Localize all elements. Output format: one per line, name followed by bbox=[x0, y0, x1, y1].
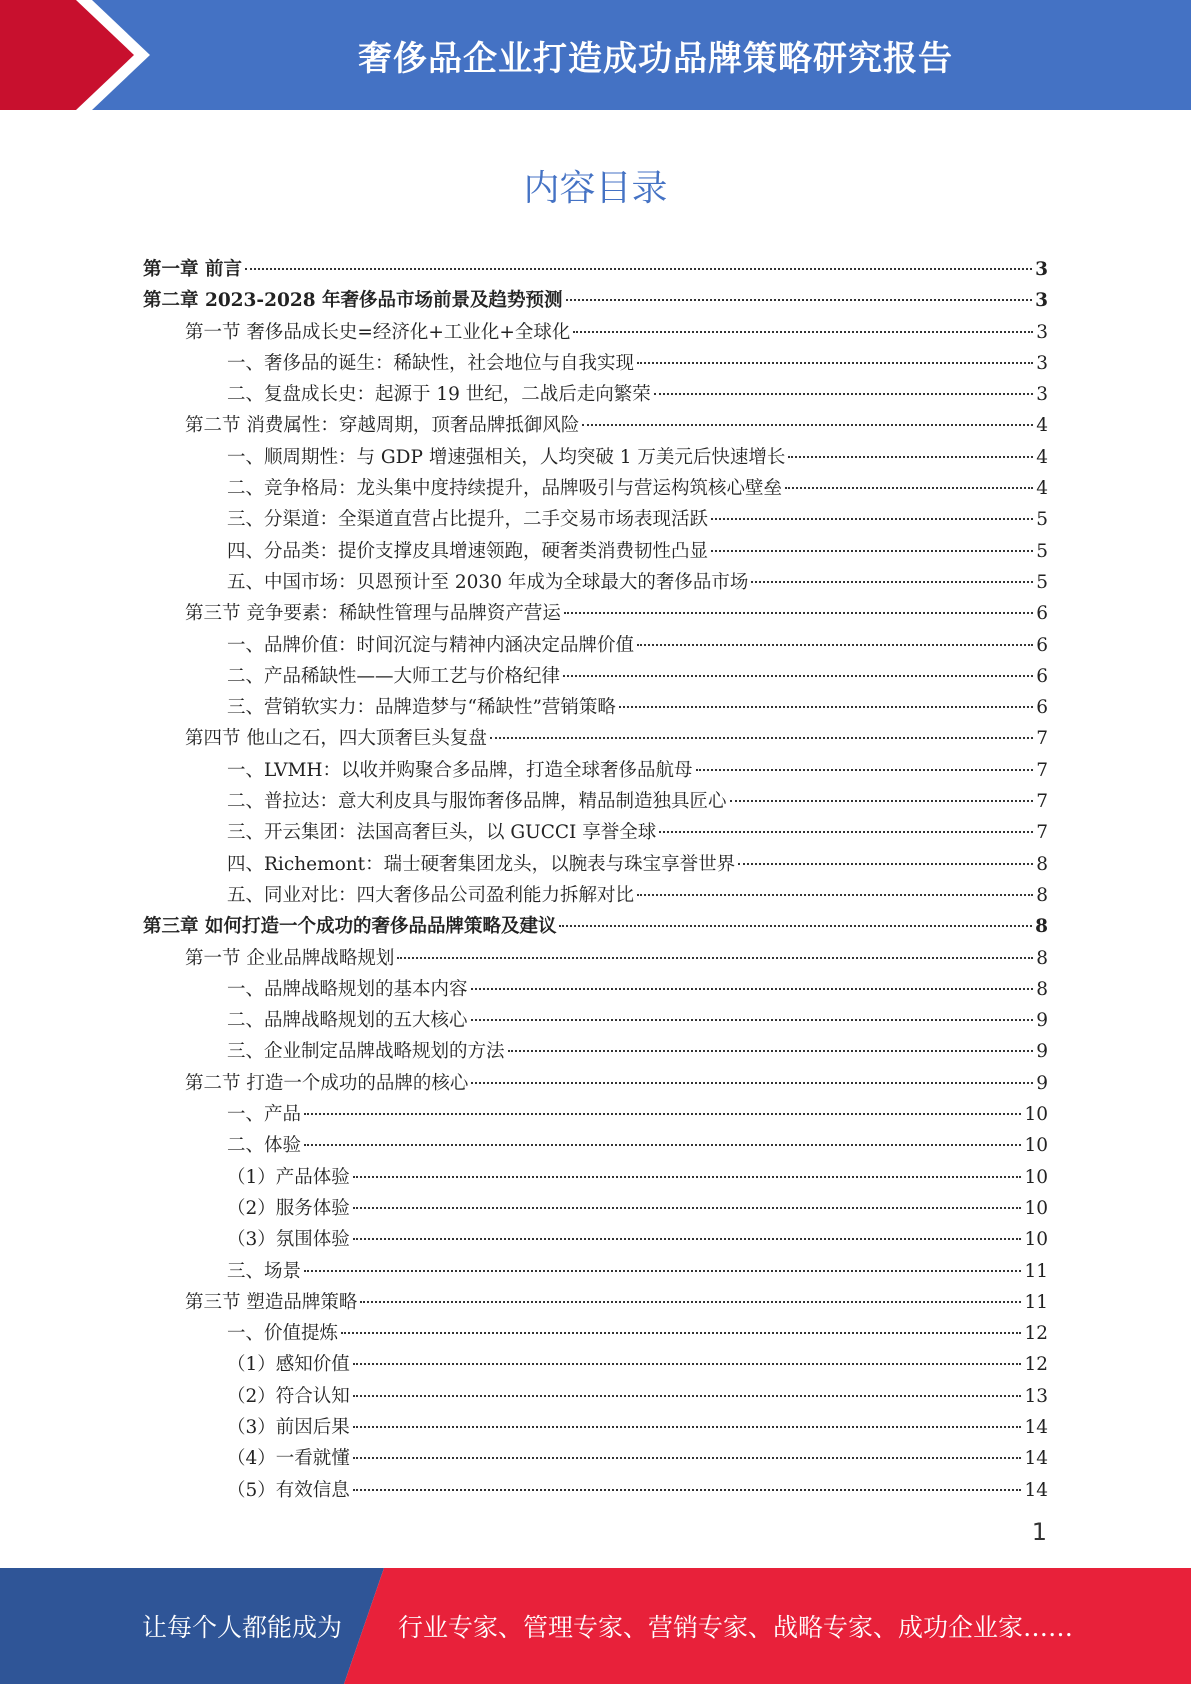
toc-dot-leader bbox=[353, 1395, 1022, 1397]
toc-entry[interactable] bbox=[143, 1381, 1048, 1412]
toc-entry[interactable] bbox=[143, 661, 1048, 692]
toc-entry-title: 四、Richemont：瑞士硬奢集团龙头，以腕表与珠宝享誉世界 bbox=[227, 853, 736, 875]
toc-dot-leader bbox=[471, 988, 1034, 990]
footer-slogan-right: 行业专家、管理专家、营销专家、战略专家、成功企业家…… bbox=[398, 1613, 1074, 1642]
toc-entry-title: 三、分渠道：全渠道直营占比提升，二手交易市场表现活跃 bbox=[227, 509, 709, 531]
toc-entry-title: 二、体验 bbox=[227, 1135, 302, 1157]
toc-dot-leader bbox=[304, 1144, 1021, 1146]
toc-entry-title: （1）产品体验 bbox=[227, 1166, 350, 1188]
toc-entry[interactable] bbox=[143, 1443, 1048, 1474]
toc-entry-title: 第三节 塑造品牌策略 bbox=[185, 1291, 358, 1313]
toc-entry-title: 二、竞争格局：龙头集中度持续提升，品牌吸引与营运构筑核心壁垒 bbox=[227, 478, 783, 500]
toc-entry-page: 7 bbox=[1036, 822, 1048, 844]
toc-title: 内容目录 bbox=[523, 168, 668, 209]
toc-entry-page: 12 bbox=[1024, 1323, 1048, 1345]
toc-entry[interactable] bbox=[143, 755, 1048, 786]
toc-entry[interactable] bbox=[143, 1036, 1048, 1067]
toc-entry[interactable] bbox=[143, 442, 1048, 473]
toc-entry-title: 二、产品稀缺性——大师工艺与价格纪律 bbox=[227, 665, 561, 687]
toc-entry[interactable] bbox=[143, 817, 1048, 848]
toc-entry[interactable] bbox=[143, 348, 1048, 379]
toc-entry-title: 一、LVMH：以收并购聚合多品牌，打造全球奢侈品航母 bbox=[227, 759, 693, 781]
toc-entry-page: 3 bbox=[1036, 352, 1048, 374]
toc-entry-title: （3）氛围体验 bbox=[227, 1229, 350, 1251]
toc-entry-page: 10 bbox=[1024, 1229, 1048, 1251]
toc-entry[interactable] bbox=[143, 1224, 1048, 1255]
toc-dot-leader bbox=[659, 831, 1033, 833]
toc-entry-page: 7 bbox=[1036, 728, 1048, 750]
toc-dot-leader bbox=[711, 550, 1033, 552]
toc-entry-title: （2）符合认知 bbox=[227, 1385, 350, 1407]
toc-dot-leader bbox=[563, 675, 1033, 677]
toc-entry-title: 第三节 竞争要素：稀缺性管理与品牌资产营运 bbox=[185, 603, 561, 625]
toc-entry[interactable] bbox=[143, 1256, 1048, 1287]
toc-dot-leader bbox=[566, 299, 1033, 301]
toc-entry-page: 5 bbox=[1036, 509, 1048, 531]
toc-entry-title: 五、同业对比：四大奢侈品公司盈利能力拆解对比 bbox=[227, 884, 635, 906]
page-footer bbox=[0, 1568, 1191, 1684]
toc-dot-leader bbox=[304, 1113, 1021, 1115]
toc-dot-leader bbox=[353, 1238, 1022, 1240]
toc-entry[interactable] bbox=[143, 1162, 1048, 1193]
footer-slogan-left: 让每个人都能成为 bbox=[142, 1613, 343, 1642]
toc-entry-title: 第四节 他山之石，四大顶奢巨头复盘 bbox=[185, 728, 487, 750]
toc-dot-leader bbox=[353, 1457, 1022, 1459]
toc-entry-title: 二、复盘成长史：起源于 19 世纪，二战后走向繁荣 bbox=[227, 384, 651, 406]
toc-entry-page: 6 bbox=[1036, 634, 1048, 656]
toc-entry-title: （2）服务体验 bbox=[227, 1197, 350, 1219]
toc-entry[interactable] bbox=[143, 1099, 1048, 1130]
report-title: 奢侈品企业打造成功品牌策略研究报告 bbox=[358, 38, 953, 79]
toc-entry-page: 4 bbox=[1036, 415, 1048, 437]
toc-entry[interactable] bbox=[143, 598, 1048, 629]
toc-entry-page: 5 bbox=[1036, 540, 1048, 562]
toc-dot-leader bbox=[353, 1489, 1022, 1491]
toc-entry[interactable] bbox=[143, 974, 1048, 1005]
toc-dot-leader bbox=[751, 581, 1033, 583]
toc-entry[interactable] bbox=[143, 849, 1048, 880]
toc-entry-page: 4 bbox=[1036, 478, 1048, 500]
toc-entry[interactable] bbox=[143, 1287, 1048, 1318]
toc-dot-leader bbox=[654, 393, 1033, 395]
toc-entry-page: 9 bbox=[1036, 1072, 1048, 1094]
toc-entry[interactable] bbox=[143, 1193, 1048, 1224]
toc-entry[interactable] bbox=[143, 1349, 1048, 1380]
toc-entry[interactable] bbox=[143, 473, 1048, 504]
toc-dot-leader bbox=[582, 424, 1033, 426]
toc-entry-title: 二、普拉达：意大利皮具与服饰奢侈品牌，精品制造独具匠心 bbox=[227, 791, 727, 813]
toc-entry-page: 11 bbox=[1024, 1291, 1048, 1313]
toc-entry-title: 第二节 消费属性：穿越周期，顶奢品牌抵御风险 bbox=[185, 415, 580, 437]
toc-entry-title: 第二章 2023-2028 年奢侈品市场前景及趋势预测 bbox=[143, 290, 563, 312]
toc-entry-title: 第一节 奢侈品成长史=经济化+工业化+全球化 bbox=[185, 321, 571, 343]
toc-entry-page: 8 bbox=[1035, 916, 1048, 938]
toc-entry[interactable] bbox=[143, 1318, 1048, 1349]
toc-entry[interactable] bbox=[143, 943, 1048, 974]
toc-dot-leader bbox=[637, 362, 1033, 364]
toc-dot-leader bbox=[738, 863, 1033, 865]
toc-entry-page: 8 bbox=[1036, 853, 1048, 875]
toc-entry[interactable] bbox=[143, 880, 1048, 911]
toc-entry-title: 第一节 企业品牌战略规划 bbox=[185, 947, 395, 969]
toc-entry-title: 一、产品 bbox=[227, 1104, 302, 1126]
toc-dot-leader bbox=[471, 1019, 1034, 1021]
toc-dot-leader bbox=[559, 925, 1032, 927]
toc-entry-title: 第一章 前言 bbox=[143, 259, 242, 280]
toc-entry[interactable] bbox=[143, 630, 1048, 661]
toc-dot-leader bbox=[573, 331, 1033, 333]
toc-entry-page: 6 bbox=[1036, 603, 1048, 625]
toc-entry[interactable] bbox=[143, 317, 1048, 348]
toc-entry-page: 3 bbox=[1035, 259, 1048, 280]
toc-entry[interactable] bbox=[143, 379, 1048, 410]
toc-entry-title: 三、企业制定品牌战略规划的方法 bbox=[227, 1041, 505, 1063]
toc-entry-page: 10 bbox=[1024, 1135, 1048, 1157]
toc-entry-title: 三、场景 bbox=[227, 1260, 302, 1282]
toc-entry[interactable] bbox=[143, 285, 1048, 316]
toc-entry-title: 三、开云集团：法国高奢巨头，以 GUCCI 享誉全球 bbox=[227, 822, 657, 844]
toc-entry-title: 四、分品类：提价支撑皮具增速领跑，硬奢类消费韧性凸显 bbox=[227, 540, 709, 562]
toc-entry-page: 3 bbox=[1036, 384, 1048, 406]
toc-dot-leader bbox=[508, 1050, 1034, 1052]
toc-dot-leader bbox=[711, 518, 1033, 520]
toc-entry-page: 7 bbox=[1036, 759, 1048, 781]
toc-dot-leader bbox=[730, 800, 1034, 802]
toc-entry[interactable] bbox=[143, 504, 1048, 535]
toc-entry-page: 13 bbox=[1024, 1385, 1048, 1407]
toc-entry-page: 9 bbox=[1036, 1041, 1048, 1063]
toc-dot-leader bbox=[353, 1176, 1022, 1178]
toc-entry-page: 3 bbox=[1035, 290, 1048, 312]
toc-entry-title: 一、价值提炼 bbox=[227, 1323, 339, 1345]
toc-dot-leader bbox=[353, 1207, 1022, 1209]
toc-entry-title: 二、品牌战略规划的五大核心 bbox=[227, 1010, 468, 1032]
toc-entry-page: 12 bbox=[1024, 1354, 1048, 1376]
toc-dot-leader bbox=[785, 487, 1033, 489]
toc-entry-page: 8 bbox=[1036, 884, 1048, 906]
toc-entry-title: 一、顺周期性：与 GDP 增速强相关，人均突破 1 万美元后快速增长 bbox=[227, 446, 786, 468]
page-number: 1 bbox=[1031, 1518, 1047, 1546]
toc-dot-leader bbox=[637, 894, 1033, 896]
toc-entry-page: 9 bbox=[1036, 1010, 1048, 1032]
toc-dot-leader bbox=[341, 1332, 1021, 1334]
toc-entry-page: 6 bbox=[1036, 697, 1048, 719]
toc-entry-page: 10 bbox=[1024, 1104, 1048, 1126]
toc-entry[interactable] bbox=[143, 911, 1048, 942]
toc-entry-page: 4 bbox=[1036, 446, 1048, 468]
toc-entry[interactable] bbox=[143, 536, 1048, 567]
toc-entry[interactable] bbox=[143, 254, 1048, 285]
toc-entry-page: 10 bbox=[1024, 1166, 1048, 1188]
toc-entry-title: （4）一看就懂 bbox=[227, 1448, 350, 1470]
toc-entry-title: （3）前因后果 bbox=[227, 1416, 350, 1438]
toc-dot-leader bbox=[637, 644, 1033, 646]
toc-entry-title: 第二节 打造一个成功的品牌的核心 bbox=[185, 1072, 469, 1094]
toc-entry-page: 14 bbox=[1024, 1416, 1048, 1438]
toc-entry[interactable] bbox=[143, 1475, 1048, 1506]
toc-entry-title: 一、品牌价值：时间沉淀与精神内涵决定品牌价值 bbox=[227, 634, 635, 656]
toc-entry-page: 10 bbox=[1024, 1197, 1048, 1219]
toc-dot-leader bbox=[360, 1301, 1021, 1303]
toc-dot-leader bbox=[564, 612, 1033, 614]
toc-entry-page: 6 bbox=[1036, 665, 1048, 687]
toc-dot-leader bbox=[619, 706, 1033, 708]
toc-entry-title: 一、品牌战略规划的基本内容 bbox=[227, 978, 468, 1000]
toc-entry[interactable] bbox=[143, 1005, 1048, 1036]
toc-dot-leader bbox=[304, 1270, 1021, 1272]
toc-entry[interactable] bbox=[143, 786, 1048, 817]
toc-entry-title: （5）有效信息 bbox=[227, 1479, 350, 1501]
toc-entry-page: 3 bbox=[1036, 321, 1048, 343]
toc-dot-leader bbox=[353, 1363, 1022, 1365]
toc-dot-leader bbox=[353, 1426, 1022, 1428]
toc-entry[interactable] bbox=[143, 1412, 1048, 1443]
toc-entry-page: 5 bbox=[1036, 571, 1048, 593]
toc-entry-page: 14 bbox=[1024, 1448, 1048, 1470]
toc-entry[interactable] bbox=[143, 692, 1048, 723]
toc-entry[interactable] bbox=[143, 567, 1048, 598]
toc-entry-page: 7 bbox=[1036, 791, 1048, 813]
table-of-contents bbox=[143, 254, 1048, 1506]
toc-entry-title: 第三章 如何打造一个成功的奢侈品品牌策略及建议 bbox=[143, 916, 557, 938]
toc-dot-leader bbox=[490, 737, 1033, 739]
toc-entry[interactable] bbox=[143, 1130, 1048, 1161]
toc-entry-title: 三、营销软实力：品牌造梦与“稀缺性”营销策略 bbox=[227, 697, 616, 719]
toc-dot-leader bbox=[245, 268, 1032, 270]
toc-dot-leader bbox=[788, 456, 1033, 458]
toc-entry[interactable] bbox=[143, 1068, 1048, 1099]
toc-entry[interactable] bbox=[143, 410, 1048, 441]
toc-entry-page: 11 bbox=[1024, 1260, 1048, 1282]
toc-entry-page: 14 bbox=[1024, 1479, 1048, 1501]
toc-entry-page: 8 bbox=[1036, 978, 1048, 1000]
toc-dot-leader bbox=[397, 957, 1033, 959]
toc-entry-title: （1）感知价值 bbox=[227, 1354, 350, 1376]
page-header bbox=[0, 0, 1191, 110]
toc-dot-leader bbox=[471, 1082, 1033, 1084]
toc-entry-title: 五、中国市场：贝恩预计至 2030 年成为全球最大的奢侈品市场 bbox=[227, 571, 749, 593]
toc-dot-leader bbox=[696, 769, 1034, 771]
toc-entry[interactable] bbox=[143, 723, 1048, 754]
toc-entry-title: 一、奢侈品的诞生：稀缺性，社会地位与自我实现 bbox=[227, 352, 635, 374]
toc-entry-page: 8 bbox=[1036, 947, 1048, 969]
